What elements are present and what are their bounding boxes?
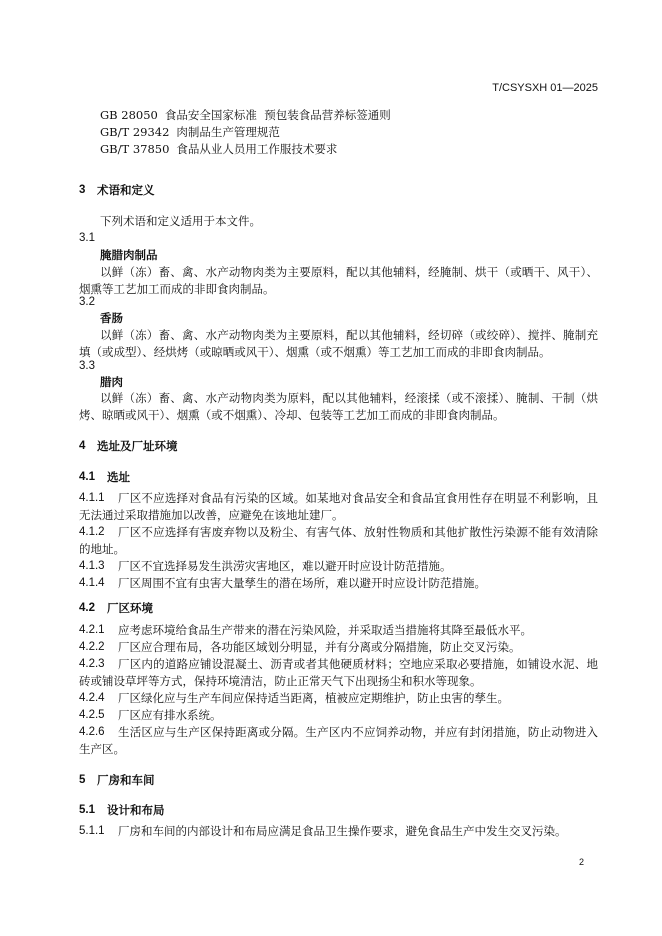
definition-text: 烤、晾晒或风干）、烟熏（或不烟熏）、冷却、包装等工艺加工而成的非即食肉制品。 xyxy=(79,407,505,422)
clause-number: 5.1.1 xyxy=(79,824,105,837)
section-intro xyxy=(79,213,598,230)
clause-line xyxy=(79,724,598,741)
clause-text: 厂区不应选择有害废弃物以及粉尘、有害气体、放射性物质和其他扩散性污染源不能有效清除 xyxy=(118,524,598,539)
reference-title: 食品从业人员用工作服技术要求 xyxy=(176,141,338,156)
subsection-heading xyxy=(79,600,598,617)
definition-text: 以鲜（冻）畜、禽、水产动物肉类为主要原料，配以其他辅料，经切碎（或绞碎）、搅拌、腌制充 xyxy=(100,327,598,342)
clause-line xyxy=(79,639,598,656)
clause-number: 4.1.1 xyxy=(79,491,105,504)
clause-line xyxy=(79,656,598,673)
document-body xyxy=(79,107,598,840)
definition-text: 烟熏等工艺加工而成的非即食肉制品。 xyxy=(79,281,275,296)
term-definition-line xyxy=(79,281,598,298)
clause-number: 4.1.4 xyxy=(79,576,105,589)
clause-text: 生产区。 xyxy=(79,741,125,756)
reference-item xyxy=(79,124,598,141)
subsection-number: 4.2 xyxy=(79,601,95,614)
section-number: 5 xyxy=(79,773,86,786)
clause-line xyxy=(79,707,598,724)
reference-item xyxy=(79,141,598,158)
clause-line xyxy=(79,507,598,524)
document-code: T/CSYSXH 01—2025 xyxy=(492,82,598,94)
section-heading xyxy=(79,438,598,455)
clause-text: 厂区绿化应与生产车间应保持适当距离，植被应定期维护，防止虫害的孳生。 xyxy=(118,690,509,705)
section-number: 4 xyxy=(79,439,86,452)
subsection-number: 5.1 xyxy=(79,803,95,816)
clause-line xyxy=(79,558,598,575)
term-definition-line xyxy=(79,327,598,344)
clause-text: 厂房和车间的内部设计和布局应满足食品卫生操作要求，避免食品生产中发生交叉污染。 xyxy=(118,823,567,838)
clause-text: 厂区不宜选择易发生洪涝灾害地区，难以避开时应设计防范措施。 xyxy=(118,558,452,573)
reference-code: GB/T 29342 xyxy=(100,124,170,139)
term-name-text: 香肠 xyxy=(100,310,123,325)
reference-title: 食品安全国家标准 预包装食品营养标签通则 xyxy=(164,107,391,122)
clause-text: 厂区应有排水系统。 xyxy=(118,707,222,722)
subsection-heading xyxy=(79,469,598,486)
intro-text: 下列术语和定义适用于本文件。 xyxy=(100,213,261,228)
reference-title: 肉制品生产管理规范 xyxy=(176,124,280,139)
clause-line xyxy=(79,541,598,558)
clause-text: 厂区内的道路应铺设混凝土、沥青或者其他硬质材料；空地应采取必要措施，如铺设水泥、地 xyxy=(118,656,598,671)
clause-text: 厂区应合理布局，各功能区域划分明显，并有分离或分隔措施，防止交叉污染。 xyxy=(118,639,521,654)
section-title: 选址及厂址环境 xyxy=(97,438,178,453)
term-number xyxy=(79,230,598,247)
clause-line xyxy=(79,575,598,592)
term-definition-line xyxy=(79,390,598,407)
term-number-text: 3.2 xyxy=(79,295,95,308)
term-name xyxy=(79,247,598,264)
section-heading xyxy=(79,772,598,789)
clause-text: 应考虑环境给食品生产带来的潜在污染风险，并采取适当措施将其降至最低水平。 xyxy=(118,622,532,637)
clause-number: 4.2.5 xyxy=(79,708,105,721)
term-number-text: 3.3 xyxy=(79,359,95,372)
subsection-number: 4.1 xyxy=(79,470,95,483)
clause-line xyxy=(79,524,598,541)
clause-text: 砖或铺设草坪等方式，保持环境清洁，防止正常天气下出现扬尘和积水等现象。 xyxy=(79,673,482,688)
page-number: 2 xyxy=(579,857,585,867)
clause-text: 的地址。 xyxy=(79,541,125,556)
section-number: 3 xyxy=(79,183,86,196)
clause-line xyxy=(79,673,598,690)
clause-number: 4.2.6 xyxy=(79,725,105,738)
clause-line xyxy=(79,490,598,507)
subsection-title: 设计和布局 xyxy=(107,802,165,817)
section-heading xyxy=(79,182,598,199)
term-definition-line xyxy=(79,344,598,361)
term-definition-line xyxy=(79,407,598,424)
clause-number: 4.1.2 xyxy=(79,525,105,538)
definition-text: 填（或成型）、经烘烤（或晾晒或风干）、烟熏（或不烟熏）等工艺加工而成的非即食肉制品。 xyxy=(79,344,551,359)
subsection-title: 厂区环境 xyxy=(107,600,153,615)
clause-line xyxy=(79,690,598,707)
clause-line xyxy=(79,823,598,840)
reference-item xyxy=(79,107,598,124)
clause-text: 厂区不应选择对食品有污染的区域。如某地对食品安全和食品宜食用性存在明显不利影响，且 xyxy=(118,490,598,505)
term-number-text: 3.1 xyxy=(79,231,95,244)
subsection-heading xyxy=(79,802,598,819)
clause-number: 4.2.2 xyxy=(79,640,105,653)
term-name-text: 腌腊肉制品 xyxy=(100,247,158,262)
clause-line xyxy=(79,741,598,758)
clause-text: 无法通过采取措施加以改善，应避免在该地址建厂。 xyxy=(79,507,344,522)
section-title: 术语和定义 xyxy=(97,182,155,197)
clause-text: 厂区周围不宜有虫害大量孳生的潜在场所，难以避开时应设计防范措施。 xyxy=(118,575,486,590)
term-definition-line xyxy=(79,264,598,281)
definition-text: 以鲜（冻）畜、禽、水产动物肉类为主要原料，配以其他辅料，经腌制、烘干（或晒干、风干）、 xyxy=(100,264,598,279)
reference-code: GB 28050 xyxy=(100,107,158,122)
clause-line xyxy=(79,622,598,639)
term-name-text: 腊肉 xyxy=(100,374,123,389)
section-title: 厂房和车间 xyxy=(97,772,155,787)
clause-number: 4.2.3 xyxy=(79,657,105,670)
term-name xyxy=(79,374,598,391)
clause-number: 4.2.1 xyxy=(79,623,105,636)
term-name xyxy=(79,310,598,327)
reference-code: GB/T 37850 xyxy=(100,141,170,156)
clause-text: 生活区应与生产区保持距离或分隔。生产区内不应饲养动物，并应有封闭措施，防止动物进入 xyxy=(118,724,598,739)
subsection-title: 选址 xyxy=(107,469,130,484)
clause-number: 4.2.4 xyxy=(79,691,105,704)
clause-number: 4.1.3 xyxy=(79,559,105,572)
definition-text: 以鲜（冻）畜、禽、水产动物肉类为原料，配以其他辅料，经滚揉（或不滚揉）、腌制、干制（烘 xyxy=(100,390,598,405)
